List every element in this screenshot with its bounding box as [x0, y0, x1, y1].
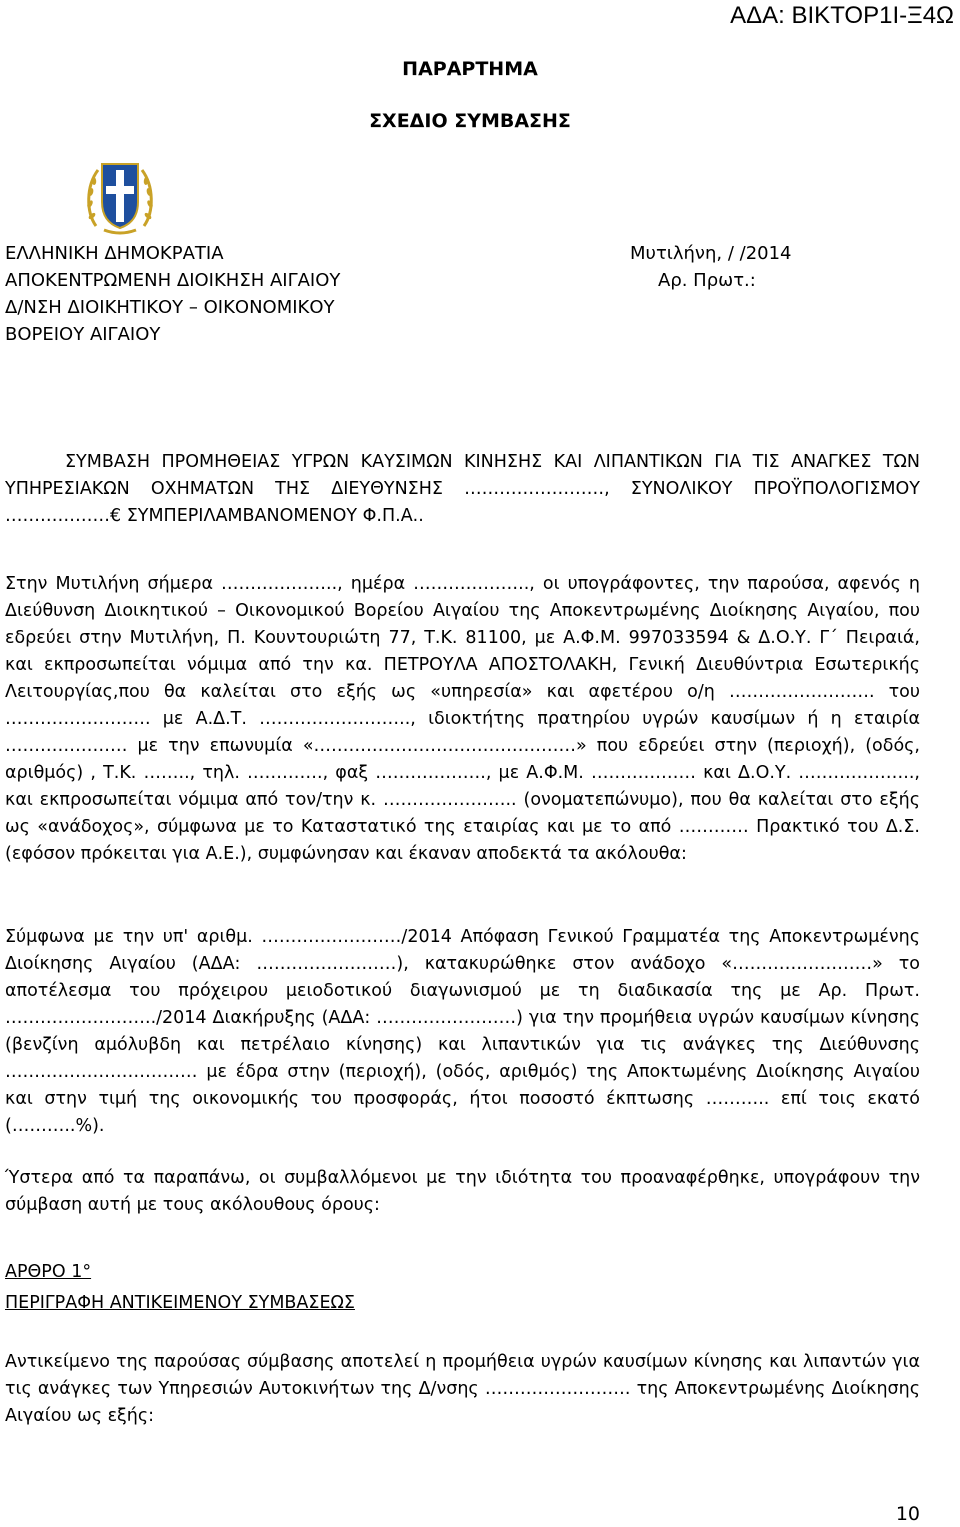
article-text: Αντικείμενο της παρούσας σύμβασης αποτελεί η προμήθεια υγρών καυσίμων κίνησης και λιπαντών για τις ανάγκες των Υπηρεσιών Αυτοκινήτων της Δ/νσης ……………………. της Αποκεντρωμένης Διοίκησης Αιγαίου ως εξής:: [5, 1352, 920, 1426]
authority-line: ΑΠΟΚΕΝΤΡΩΜΕΝΗ ΔΙΟΙΚΗΣΗ ΑΙΓΑΙΟΥ: [5, 270, 341, 291]
place-date-block: [630, 240, 792, 294]
agreement-paragraph: Ύστερα από τα παραπάνω, οι συμβαλλόμενοι με την ιδιότητα του προαναφέρθηκε, υπογράφουν την σύμβαση αυτή με τους ακόλουθους όρους:: [5, 1168, 920, 1215]
decision-paragraph: Σύμφωνα με την υπ' αριθμ. ……………………/2014 Απόφαση Γενικού Γραμματέα της Αποκεντρωμένης Διοίκησης Αιγαίου (ΑΔΑ: ……………………), κατακυρώθηκε στον ανάδοχο «……………………» το αποτέλεσμα του πρόχειρου μειοδοτικού διαγωνισμού με τη διαδικασία της με Αρ. Πρωτ. ……………………../2014 Διακήρυξης (ΑΔΑ: ……………………) για την προμήθεια υγρών καυσίμων κίνησης (βενζίνη αμόλυβδη και πετρέλαιο κίνησης) και λιπαντικών για τις ανάγκες της Διεύθυνσης …………………………… με έδρα στην (περιοχή), (οδός, αριθμός) της Αποκτωμένης Διοίκησης Αιγαίου και στην τιμή της οικονομικής του προσφοράς, ήτοι ποσοστό έκπτωσης ……….. επί τοις εκατό (………..%).: [5, 927, 920, 1136]
ada-identifier: ΑΔΑ: ΒΙΚΤΟΡ1Ι-Ξ4Ω: [730, 2, 954, 29]
draft-contract-title: ΣΧΕΔΙΟ ΣΥΜΒΑΣΗΣ: [369, 110, 571, 132]
authority-line: ΒΟΡΕΙΟΥ ΑΙΓΑΙΟΥ: [5, 324, 161, 345]
page-number: 10: [895, 1503, 920, 1525]
protocol-number: Αρ. Πρωτ.:: [658, 270, 756, 291]
issuing-authority: [5, 240, 340, 348]
authority-line: Δ/ΝΣΗ ΔΙΟΙΚΗΤΙΚΟΥ – ΟΙΚΟΝΟΜΙΚΟΥ: [5, 297, 335, 318]
article-title: ΠΕΡΙΓΡΑΦΗ ΑΝΤΙΚΕΙΜΕΝΟΥ ΣΥΜΒΑΣΕΩΣ: [5, 1293, 355, 1313]
appendix-title: ΠΑΡΑΡΤΗΜΑ: [402, 58, 538, 80]
article-number: ΑΡΘΡΟ 1°: [5, 1262, 92, 1282]
parties-paragraph: Στην Μυτιλήνη σήμερα ……………….., ημέρα ……………….., οι υπογράφοντες, την παρούσα, αφενός η Διεύθυνση Διοικητικού – Οικονομικού Βορείου Αιγαίου της Αποκεντρωμένης Διοίκησης Αιγαίου, που εδρεύει στην Μυτιλήνη, Π. Κουντουριώτη 77, Τ.Κ. 81100, με Α.Φ.Μ. 997033594 & Δ.Ο.Υ. Γ΄ Πειραιά, και εκπροσωπείται νόμιμα από την κα. ΠΕΤΡΟΥΛΑ ΑΠΟΣΤΟΛΑΚΗ, Γενική Διευθύντρια Εσωτερικής Λειτουργίας,που θα καλείται στο εξής ως «υπηρεσία» και αφετέρου ο/η ……………………. του ……………………. με Α.Δ.Τ. …………………….., ιδιοκτήτης πρατηρίου υγρών καυσίμων ή η εταιρία ………………… με την επωνυμία «………………………………………» που εδρεύει στην (περιοχή), (οδός, αριθμός) , Τ.Κ. …….., τηλ. …………., φαξ ………………., με Α.Φ.Μ. ……………… και Δ.Ο.Υ. ……………….., και εκπροσωπείται νόμιμα από τον/την κ. ………………….. (ονοματεπώνυμο), που θα καλείται στο εξής ως «ανάδοχος», σύμφωνα με το Καταστατικό της εταιρίας και με το από ………… Πρακτικό του Δ.Σ. (εφόσον πρόκειται για Α.Ε.), συμφώνησαν και έκαναν αποδεκτά τα ακόλουθα:: [5, 574, 920, 864]
greek-coat-of-arms-icon: [82, 156, 158, 236]
place-date: Μυτιλήνη, / /2014: [630, 243, 792, 264]
contract-subject: ΣΥΜΒΑΣΗ ΠΡΟΜΗΘΕΙΑΣ ΥΓΡΩΝ ΚΑΥΣΙΜΩΝ ΚΙΝΗΣΗΣ ΚΑΙ ΛΙΠΑΝΤΙΚΩΝ ΓΙΑ ΤΙΣ ΑΝΑΓΚΕΣ ΤΩΝ ΥΠΗΡΕΣΙΑΚΩΝ ΟΧΗΜΑΤΩΝ ΤΗΣ ΔΙΕΥΘΥΝΣΗΣ ……………………, ΣΥΝΟΛΙΚΟΥ ΠΡΟΫΠΟΛΟΓΙΣΜΟΥ ………………€ ΣΥΜΠΕΡΙΛΑΜΒΑΝΟΜΕΝΟΥ Φ.Π.Α..: [5, 452, 920, 526]
authority-line: ΕΛΛΗΝΙΚΗ ΔΗΜΟΚΡΑΤΙΑ: [5, 243, 224, 264]
